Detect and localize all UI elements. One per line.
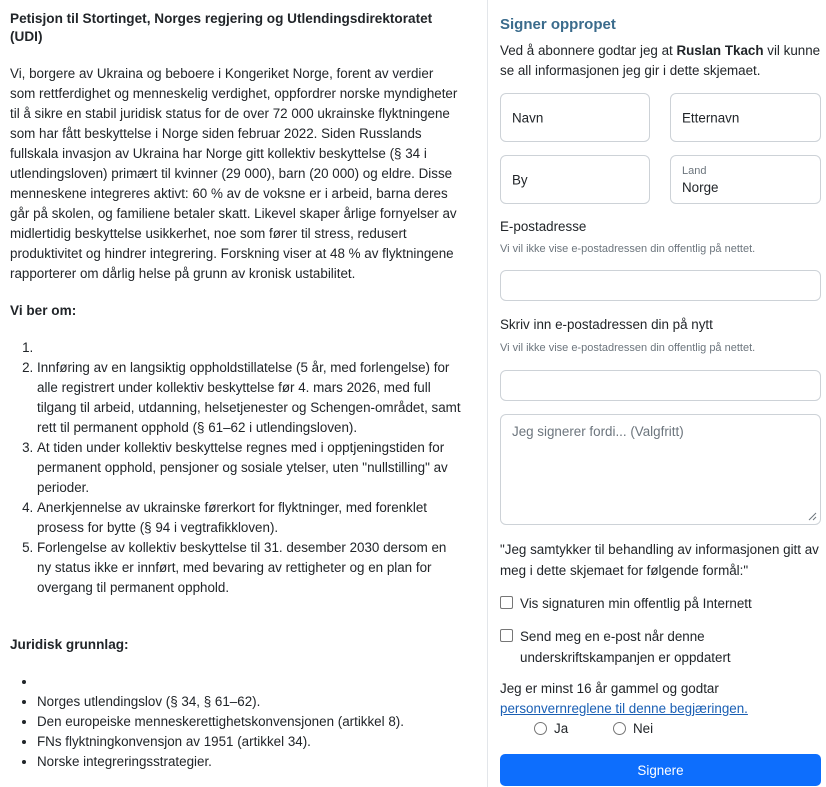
- last-name-placeholder: Etternavn: [682, 110, 740, 125]
- age-consent: [500, 679, 821, 719]
- first-name-placeholder: Navn: [512, 110, 544, 125]
- petition-content: [10, 10, 462, 772]
- country-field[interactable]: [670, 155, 821, 204]
- email-hint: Vi vil ikke vise e-postadressen din offentlig på nettet.: [500, 243, 756, 255]
- email-field[interactable]: [500, 270, 821, 301]
- radio-no-label: Nei: [633, 721, 654, 736]
- privacy-link[interactable]: personvernreglene til denne begjæringen.: [500, 701, 748, 716]
- email-updates-label: Send meg en e-post når denne underskriftskampanjen er oppdatert: [520, 629, 731, 665]
- radio-yes[interactable]: [534, 722, 547, 735]
- consent-prefix: Ved å abonnere godtar jeg at: [500, 43, 677, 58]
- checkbox-row-updates: [500, 626, 780, 668]
- petition-intro: Vi, borgere av Ukraina og beboere i Kongeriket Norge, forent av verdier som rettferdighet og menneskelig verdighet, oppfordrer norske myndigheter til å sikre en stabil juridisk status for de over 72 000 ukrainske flyktningene som har fått beskyttelse i Norge siden februar 2022. Siden Russlands fullskala invasjon av Ukraina har Norge gitt kollektiv beskyttelse (§ 34 i utlendingsloven) primært til kvinner (29 000), barn (20 000) og eldre. Disse menneskene integreres aktivt: 60 % av de voksne er i arbeid, barna deres går på skolen, og familiene betaler skatt. Likevel skaper årlige fornyelser av midlertidig beskyttelse usikkerhet, noe som fører til stress, redusert produktivitet og hindrer integrering. Forskning viser at 48 % av flyktningene rapporterer om dårlig helse på grunn av kronisk ustabilitet.: [10, 66, 458, 281]
- show-signature-checkbox[interactable]: [500, 596, 513, 609]
- comment-textarea[interactable]: [500, 414, 821, 525]
- form-title: Signer oppropet: [500, 16, 616, 33]
- resize-handle-icon[interactable]: [808, 512, 817, 521]
- first-name-field[interactable]: [500, 93, 650, 142]
- checkbox-row-public: [500, 593, 780, 614]
- city-field[interactable]: [500, 155, 650, 204]
- requests-list: [10, 338, 462, 598]
- email-confirm-field[interactable]: [500, 370, 821, 401]
- comment-placeholder: Jeg signerer fordi... (Valgfritt): [512, 424, 684, 439]
- consent-suffix: vil kunne se all informasjonen jeg gir i dette skjemaet.: [500, 43, 821, 78]
- country-value: Norge: [682, 180, 719, 195]
- last-name-field[interactable]: [670, 93, 821, 142]
- list-item: • FNs flyktningkonvensjon av 1951 (artikkel 34).: [37, 732, 462, 752]
- city-placeholder: By: [512, 172, 528, 187]
- country-label: Land: [682, 165, 707, 177]
- radio-no-row: [613, 721, 653, 736]
- list-item: • Den europeiske menneskerettighetskonvensjonen (artikkel 8).: [37, 712, 462, 732]
- requests-heading: Vi ber om:: [10, 303, 77, 318]
- list-item: 3. At tiden under kollektiv beskyttelse regnes med i opptjeningstiden for permanent opphold, pensjoner og sosiale ytelser, uten "nullstilling" av perioder.: [37, 438, 462, 498]
- consent-name: Ruslan Tkach: [676, 43, 764, 58]
- radio-yes-label: Ja: [554, 721, 569, 736]
- submit-button[interactable]: Signere: [500, 754, 821, 786]
- radio-yes-row: [534, 721, 568, 736]
- list-item: 4. Anerkjennelse av ukrainske førerkort for flyktninger, med forenklet prosess for bytte (§ 94 i vegtrafikkloven).: [37, 498, 462, 538]
- gdpr-text: "Jeg samtykker til behandling av informasjonen gitt av meg i dette skjemaet for følgende formål:": [500, 542, 819, 578]
- consent-text: [500, 41, 821, 81]
- email-confirm-label: Skriv inn e-postadressen din på nytt: [500, 317, 713, 332]
- list-item: [37, 672, 462, 692]
- email-confirm-hint: Vi vil ikke vise e-postadressen din offentlig på nettet.: [500, 342, 756, 354]
- radio-no[interactable]: [613, 722, 626, 735]
- legal-list: [10, 672, 462, 772]
- age-text: Jeg er minst 16 år gammel og godtar: [500, 681, 719, 696]
- column-divider: [487, 0, 488, 787]
- email-label: E-postadresse: [500, 219, 587, 234]
- email-updates-checkbox[interactable]: [500, 629, 513, 642]
- show-signature-label: Vis signaturen min offentlig på Internett: [520, 596, 752, 611]
- legal-heading: Juridisk grunnlag:: [10, 637, 129, 652]
- petition-title: Petisjon til Stortinget, Norges regjering og Utlendingsdirektoratet (UDI): [10, 11, 433, 44]
- list-item: • Norske integreringsstrategier.: [37, 752, 462, 772]
- list-item: • Norges utlendingslov (§ 34, § 61–62).: [37, 692, 462, 712]
- list-item: 2. Innføring av en langsiktig oppholdstillatelse (5 år, med forlengelse) for alle registrert under kollektiv beskyttelse før 4. mars 2026, med full tilgang til arbeid, utdanning, helsetjenester og Schengen-området, samt rett til permanent opphold (§ 61–62 i utlendingsloven).: [37, 358, 462, 438]
- list-item: [37, 338, 462, 358]
- list-item: 5. Forlengelse av kollektiv beskyttelse til 31. desember 2030 dersom en ny status ikke er innført, med bevaring av rettigheter og en plan for overgang til permanent opphold.: [37, 538, 462, 598]
